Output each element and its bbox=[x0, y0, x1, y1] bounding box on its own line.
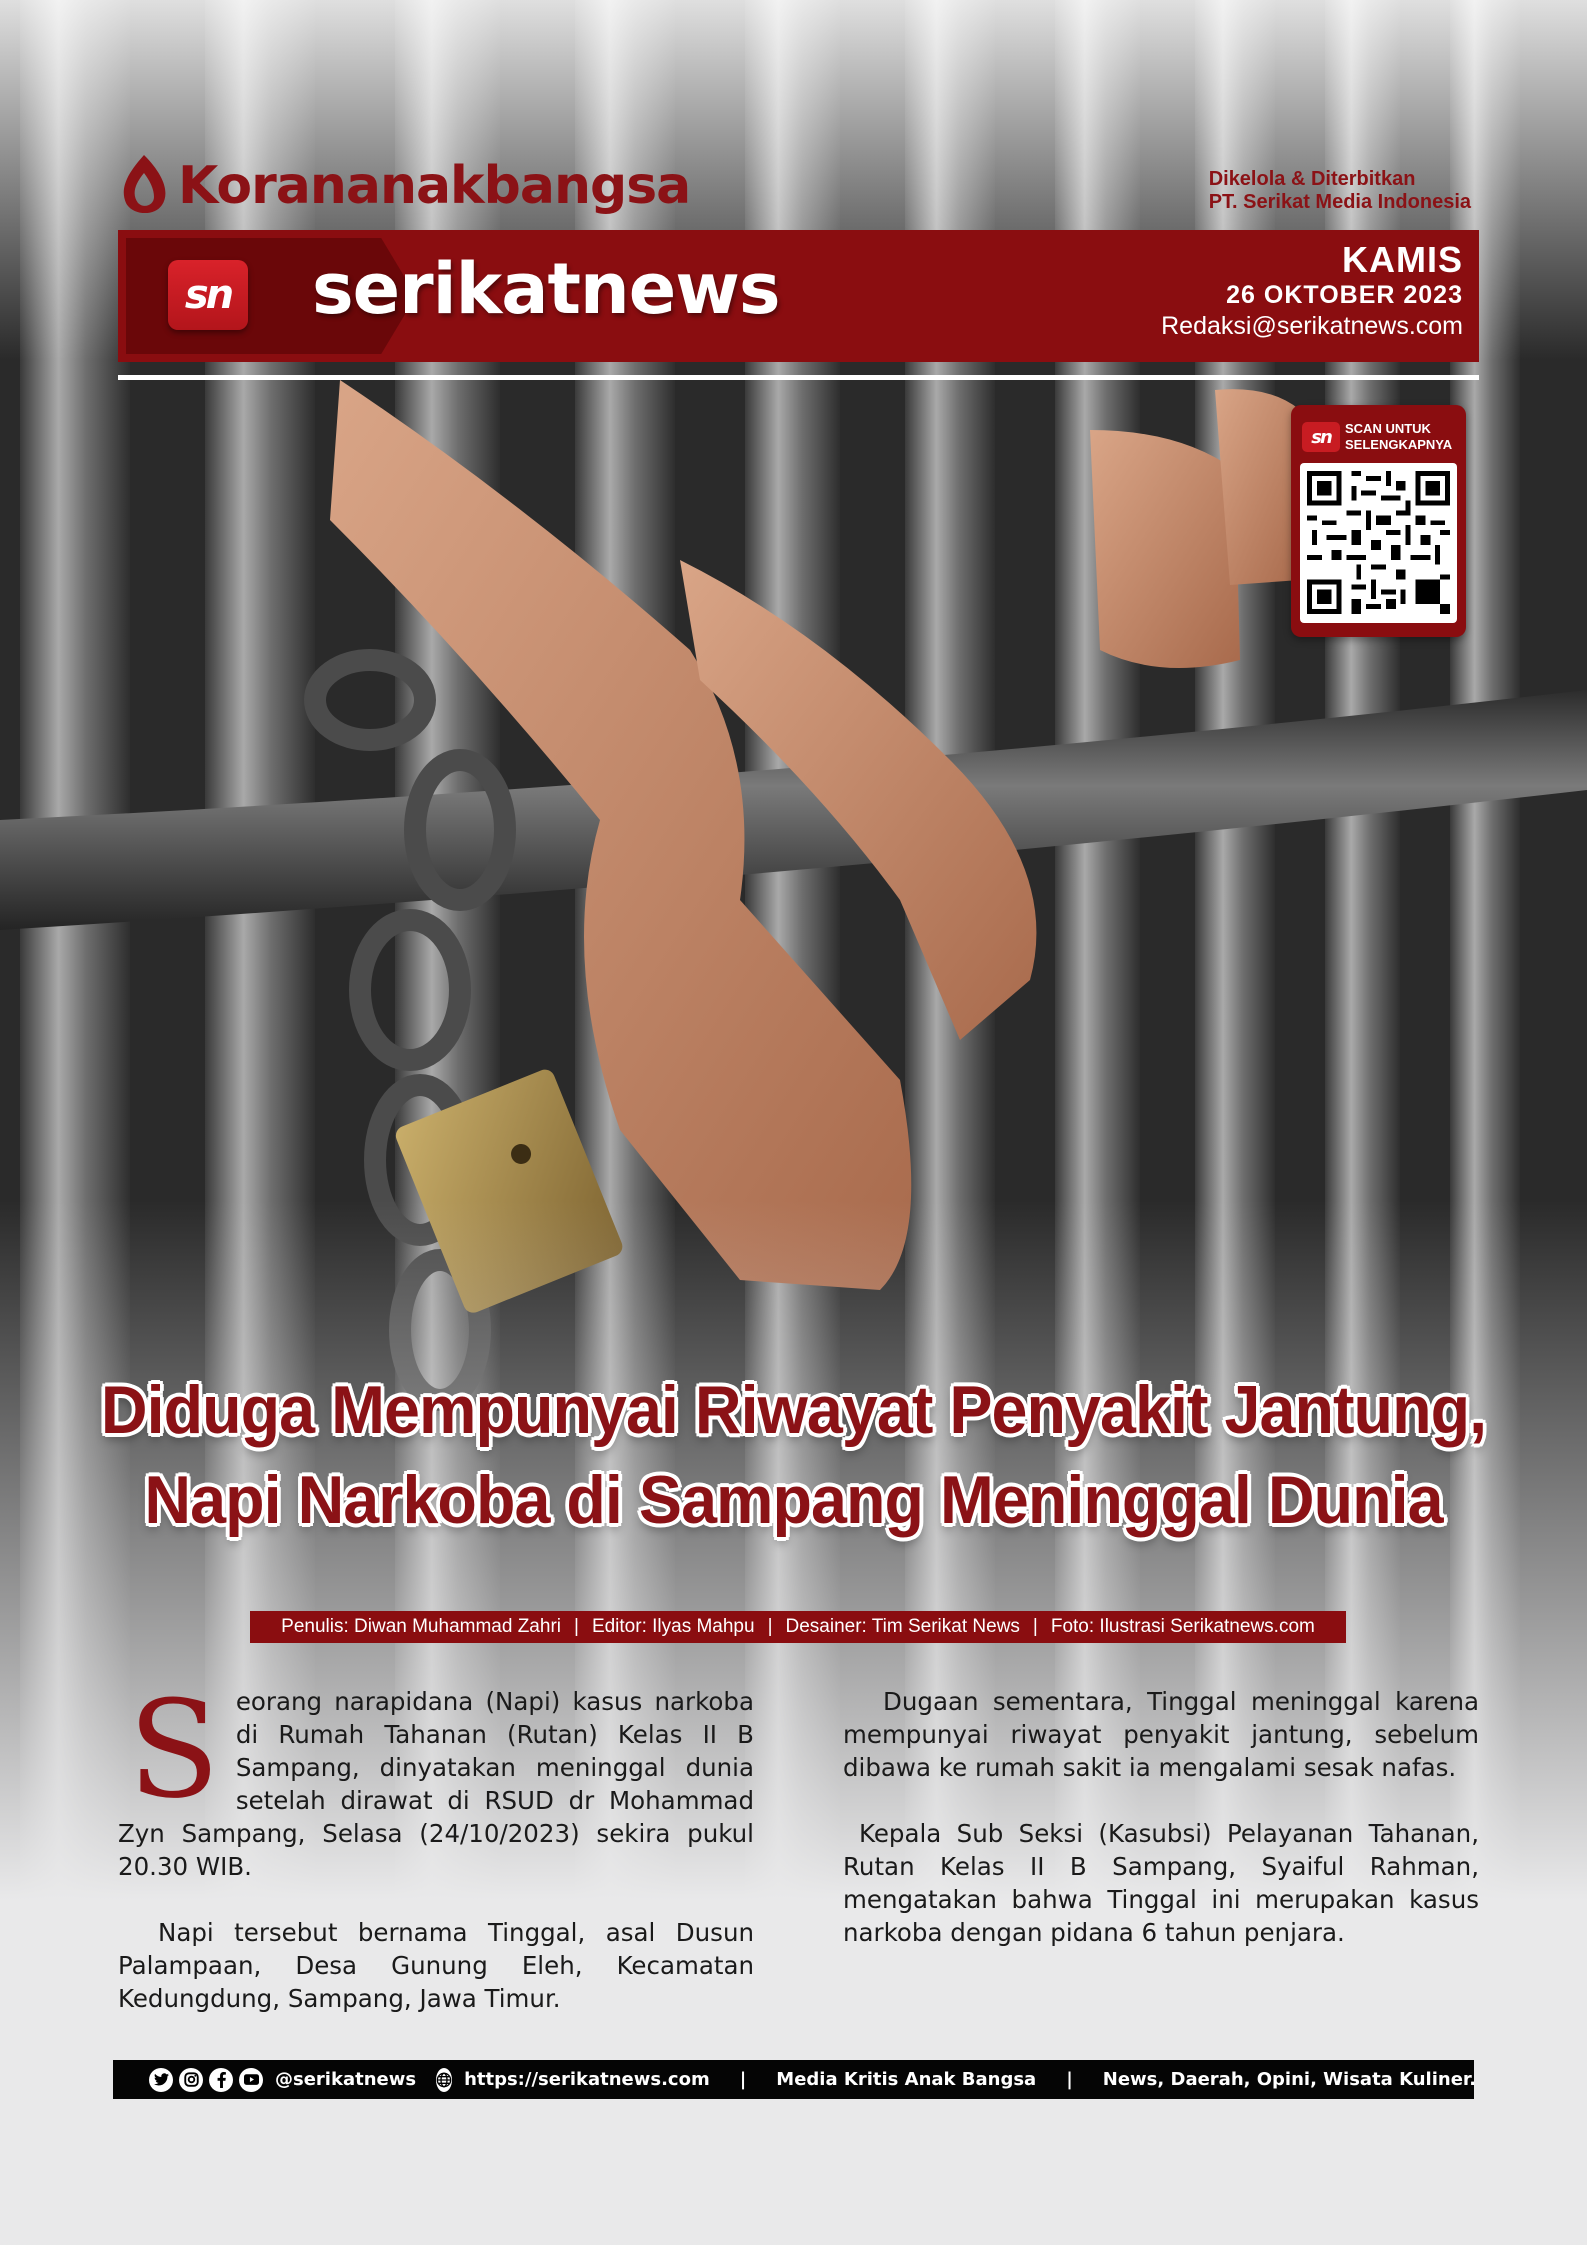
publisher-line-2: PT. Serikat Media Indonesia bbox=[1208, 191, 1471, 213]
article-column-right bbox=[843, 1685, 1479, 1982]
footer-tagline: Media Kritis Anak Bangsa bbox=[776, 2069, 1037, 2090]
headline bbox=[97, 1365, 1491, 1545]
article-paragraph: Napi tersebut bernama Tinggal, asal Dusun Palampaan, Desa Gunung Eleh, Kecamatan Kedungdung, Sampang, Jawa Timur. bbox=[118, 1918, 754, 2013]
credit-writer: Penulis: Diwan Muhammad Zahri bbox=[281, 1616, 561, 1637]
credit-photo: Foto: Ilustrasi Serikatnews.com bbox=[1050, 1616, 1315, 1637]
sn-mini-logo-icon bbox=[1302, 422, 1340, 452]
article-column-left bbox=[118, 1672, 754, 2048]
headline-line-2: Napi Narkoba di Sampang Meninggal Dunia bbox=[144, 1462, 1443, 1538]
masthead-meta bbox=[1161, 240, 1463, 342]
article-paragraph: Dugaan sementara, Tinggal meninggal karena mempunyai riwayat penyakit jantung, sebelum dibawa ke rumah sakit ia mengalami sesak nafas. bbox=[843, 1687, 1479, 1782]
scan-label bbox=[1345, 421, 1452, 453]
globe-icon bbox=[436, 2068, 452, 2092]
issue-day: KAMIS bbox=[1342, 239, 1463, 280]
social-icons bbox=[149, 2068, 263, 2092]
footer-sections: News, Daerah, Opini, Wisata Kuliner. bbox=[1102, 2069, 1477, 2090]
brand-logo bbox=[118, 150, 690, 222]
sn-logo-text: sn bbox=[184, 272, 232, 318]
masthead bbox=[118, 230, 1479, 362]
credit-editor: Editor: Ilyas Mahpu bbox=[591, 1616, 755, 1637]
publisher-line-1: Dikelola & Diterbitkan bbox=[1208, 168, 1416, 190]
sn-mini-logo-text: sn bbox=[1311, 426, 1331, 448]
brand-name: Korananakbangsa bbox=[178, 156, 691, 216]
youtube-icon[interactable] bbox=[239, 2068, 263, 2092]
twitter-icon[interactable] bbox=[149, 2068, 173, 2092]
credits-bar bbox=[250, 1611, 1346, 1643]
footer-separator: | bbox=[739, 2069, 747, 2090]
drop-cap: S bbox=[128, 1672, 220, 1828]
credit-separator: | bbox=[1032, 1616, 1038, 1637]
qr-card[interactable] bbox=[1291, 405, 1466, 637]
issue-date: 26 OKTOBER 2023 bbox=[1226, 281, 1463, 309]
website-link[interactable]: https://serikatnews.com bbox=[464, 2069, 710, 2090]
sn-logo-icon bbox=[168, 260, 248, 330]
article-paragraph: Kepala Sub Seksi (Kasubsi) Pelayanan Tahanan, Rutan Kelas II B Sampang, Syaiful Rahman, mengatakan bahwa Tinggal ini merupakan kasus narkoba dengan pidana 6 tahun penjara. bbox=[843, 1819, 1479, 1947]
footer-bar bbox=[113, 2060, 1477, 2099]
flame-leaf-icon bbox=[118, 153, 170, 219]
article-paragraph bbox=[118, 1672, 754, 1883]
facebook-icon[interactable] bbox=[209, 2068, 233, 2092]
editorial-email[interactable]: Redaksi@serikatnews.com bbox=[1161, 312, 1463, 340]
footer-separator: | bbox=[1066, 2069, 1073, 2090]
masthead-title: serikatnews bbox=[312, 248, 780, 330]
qr-code[interactable] bbox=[1300, 463, 1457, 623]
publisher-info bbox=[1209, 168, 1471, 214]
credit-designer: Desainer: Tim Serikat News bbox=[785, 1616, 1020, 1637]
credit-separator: | bbox=[574, 1616, 579, 1637]
header-divider bbox=[118, 375, 1479, 380]
instagram-icon[interactable] bbox=[179, 2068, 203, 2092]
scan-label-line-2: SELENGKAPNYA bbox=[1345, 437, 1453, 452]
qr-code-icon bbox=[1307, 471, 1450, 614]
article-paragraph-text: eorang narapidana (Napi) kasus narkoba di Rumah Tahanan (Rutan) Kelas II B Sampang, dinyatakan meninggal dunia setelah dirawat di RSUD dr Mohammad Zyn Sampang, Selasa (24/10/2023) sekira pukul 20.30 WIB. bbox=[118, 1687, 754, 1881]
credit-separator: | bbox=[767, 1616, 773, 1637]
social-handle[interactable]: @serikatnews bbox=[275, 2069, 417, 2090]
headline-line-1: Diduga Mempunyai Riwayat Penyakit Jantung, bbox=[100, 1372, 1487, 1448]
scan-label-line-1: SCAN UNTUK bbox=[1345, 421, 1431, 436]
